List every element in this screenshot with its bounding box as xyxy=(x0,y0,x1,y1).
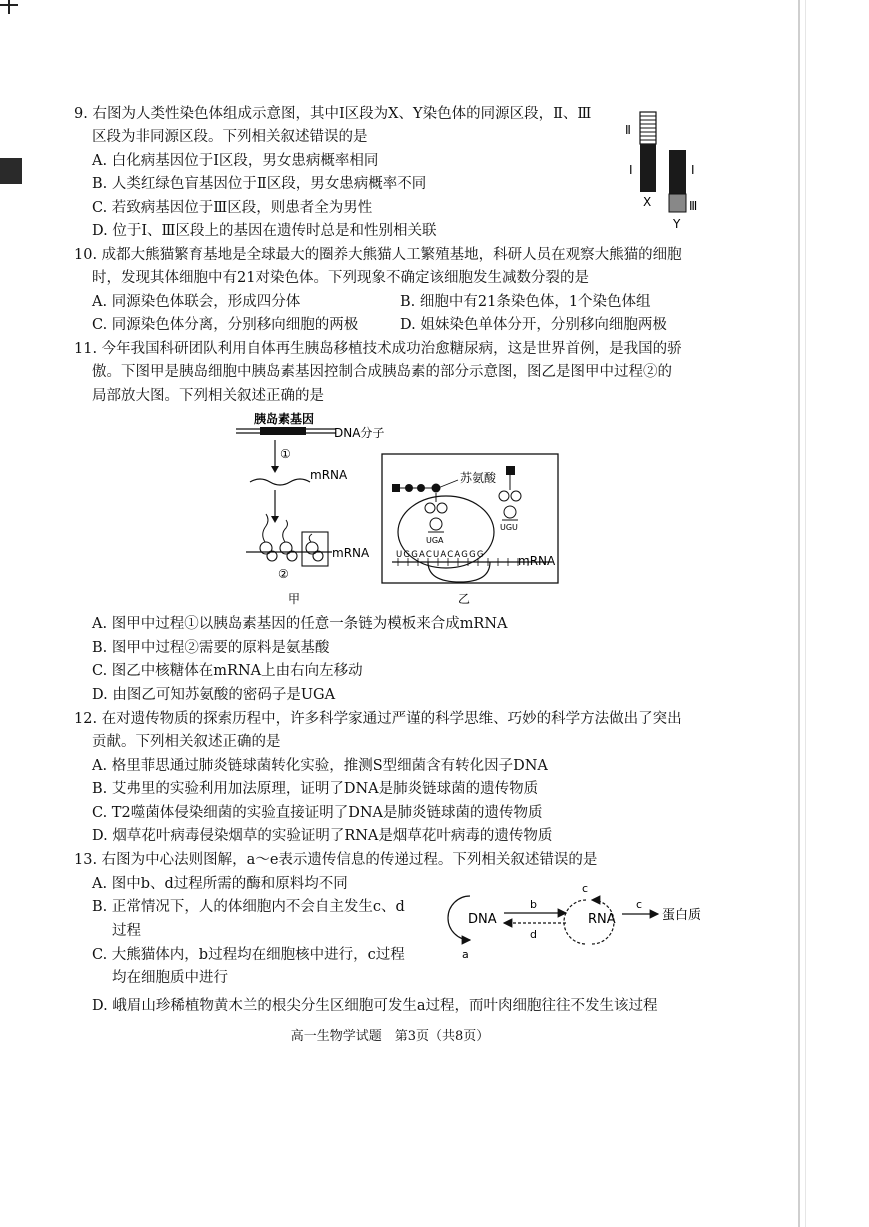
q9-stem-line2: 区段为非同源区段。下列相关叙述错误的是 xyxy=(92,129,368,145)
q9-option-c: C. 若致病基因位于Ⅲ区段，则患者全为男性 xyxy=(92,200,373,216)
gene-label: 胰岛素基因 xyxy=(254,412,315,426)
q11-option-b: B. 图甲中过程②需要的原料是氨基酸 xyxy=(92,640,330,656)
label-II: Ⅱ xyxy=(625,123,631,137)
q13-option-c-line1: C. 大熊猫体内，b过程均在细胞核中进行，c过程 xyxy=(92,947,405,963)
q10-stem-line2: 时，发现其体细胞中有21对染色体。下列现象不确定该细胞发生减数分裂的是 xyxy=(92,270,589,286)
q10-option-a: A. 同源染色体联会，形成四分体 xyxy=(92,294,301,310)
q9-option-d: D. 位于Ⅰ、Ⅲ区段上的基因在遗传时总是和性别相关联 xyxy=(92,223,437,239)
q13-option-b-line2: 过程 xyxy=(112,923,141,939)
corner-mark xyxy=(0,0,18,14)
page-edge-inner xyxy=(805,0,806,1227)
q13-central-dogma-figure xyxy=(440,878,710,966)
process-c-label-top: c xyxy=(582,882,589,895)
q12-option-d: D. 烟草花叶病毒侵染烟草的实验证明了RNA是烟草花叶病毒的遗传物质 xyxy=(92,828,553,844)
q9-chromosome-figure xyxy=(618,108,710,234)
process-b-label: b xyxy=(530,898,537,911)
mrna-label-2: mRNA xyxy=(332,546,370,560)
q12-stem-line2: 贡献。下列相关叙述正确的是 xyxy=(92,734,281,750)
step-1-label: ① xyxy=(280,447,291,461)
q12-option-a: A. 格里菲思通过肺炎链球菌转化实验，推测S型细菌含有转化因子DNA xyxy=(92,758,548,774)
anticodon-2: UGU xyxy=(500,523,518,532)
q11-option-d: D. 由图乙可知苏氨酸的密码子是UGA xyxy=(92,687,336,703)
q12-option-b: B. 艾弗里的实验利用加法原理，证明了DNA是肺炎链球菌的遗传物质 xyxy=(92,781,539,797)
q11-stem-line2: 傲。下图甲是胰岛细胞中胰岛素基因控制合成胰岛素的部分示意图，图乙是图甲中过程②的 xyxy=(92,364,672,380)
q13-option-b-line1: B. 正常情况下，人的体细胞内不会自主发生c、d xyxy=(92,899,405,915)
q9-stem-line1: 9. 右图为人类性染色体组成示意图，其中Ⅰ区段为X、Y染色体的同源区段，Ⅱ、Ⅲ xyxy=(74,106,592,122)
label-X: X xyxy=(643,195,652,209)
mrna-label-1: mRNA xyxy=(310,468,348,482)
q10-option-c: C. 同源染色体分离，分别移向细胞的两极 xyxy=(92,317,359,333)
q11-option-c: C. 图乙中核糖体在mRNA上由右向左移动 xyxy=(92,663,363,679)
label-Y: Y xyxy=(673,217,681,231)
q11-stem-line3: 局部放大图。下列相关叙述正确的是 xyxy=(92,388,324,404)
caption-jia: 甲 xyxy=(288,592,301,606)
q10-option-b: B. 细胞中有21条染色体，1个染色体组 xyxy=(400,294,651,310)
threonine-label: 苏氨酸 xyxy=(460,471,497,485)
q10-stem-line1: 10. 成都大熊猫繁育基地是全球最大的圈养大熊猫人工繁殖基地，科研人员在观察大熊猫的细胞 xyxy=(74,247,682,263)
q13-stem: 13. 右图为中心法则图解，a～e表示遗传信息的传递过程。下列相关叙述错误的是 xyxy=(74,852,598,868)
q12-stem-line1: 12. 在对遗传物质的探索历程中，许多科学家通过严谨的科学思维、巧妙的科学方法做出了突出 xyxy=(74,711,682,727)
q13-option-a: A. 图中b、d过程所需的酶和原料均不同 xyxy=(92,876,348,892)
process-c-label-right: c xyxy=(636,898,643,911)
step-2-label: ② xyxy=(278,567,289,581)
q9-option-a: A. 白化病基因位于Ⅰ区段，男女患病概率相同 xyxy=(92,153,379,169)
anticodon-1: UGA xyxy=(426,536,444,545)
process-a-label: a xyxy=(462,948,469,961)
q10-option-d: D. 姐妹染色单体分开，分别移向细胞两极 xyxy=(400,317,667,333)
q13-option-c-line2: 均在细胞质中进行 xyxy=(112,970,228,986)
q11-option-a: A. 图甲中过程①以胰岛素基因的任意一条链为模板来合成mRNA xyxy=(92,616,508,632)
dna-molecule-label: DNA分子 xyxy=(334,426,385,440)
q11-translation-figure xyxy=(228,410,568,608)
label-I-right: Ⅰ xyxy=(691,163,695,177)
binding-tab-mark xyxy=(0,158,22,184)
q12-option-c: C. T2噬菌体侵染细菌的实验直接证明了DNA是肺炎链球菌的遗传物质 xyxy=(92,805,543,821)
q11-stem-line1: 11. 今年我国科研团队利用自体再生胰岛移植技术成功治愈糖尿病，这是世界首例，是我国的骄 xyxy=(74,341,682,357)
process-d-label: d xyxy=(530,928,537,941)
mrna-sequence: UGGACUACAGGG xyxy=(396,550,485,560)
page-edge xyxy=(798,0,800,1227)
protein-label: 蛋白质 xyxy=(662,908,702,923)
page-footer: 高一生物学试题 第3页（共8页） xyxy=(290,1029,490,1044)
label-I-left: Ⅰ xyxy=(629,163,633,177)
rna-label: RNA xyxy=(588,912,616,927)
label-III: Ⅲ xyxy=(689,199,698,213)
dna-label: DNA xyxy=(468,912,497,927)
q13-option-d: D. 峨眉山珍稀植物黄木兰的根尖分生区细胞可发生a过程，而叶肉细胞往往不发生该过程 xyxy=(92,998,658,1014)
mrna-label-3: mRNA xyxy=(518,554,556,568)
q9-option-b: B. 人类红绿色盲基因位于Ⅱ区段，男女患病概率不同 xyxy=(92,176,427,192)
caption-yi: 乙 xyxy=(458,592,471,606)
